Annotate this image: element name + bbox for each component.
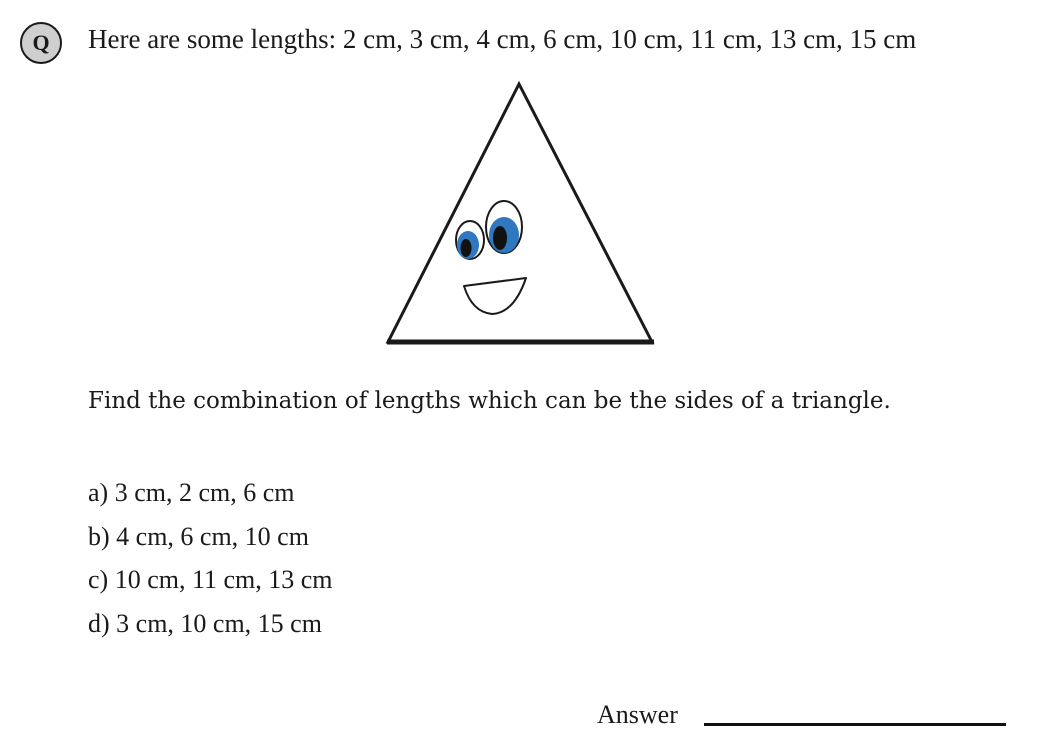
- smiling-triangle-icon: [380, 78, 660, 348]
- answer-input-line[interactable]: [704, 723, 1006, 726]
- question-instruction: Find the combination of lengths which can be the sides of a triangle.: [88, 388, 891, 414]
- answer-options-list: [88, 476, 333, 650]
- option-d: d) 3 cm, 10 cm, 15 cm: [88, 608, 322, 638]
- answer-label: Answer: [597, 700, 678, 729]
- left-eye: [456, 221, 484, 259]
- option-a: a) 3 cm, 2 cm, 6 cm: [88, 478, 295, 507]
- question-intro: Here are some lengths: 2 cm, 3 cm, 4 cm, 6 cm, 10 cm, 11 cm, 13 cm, 15 cm: [88, 24, 917, 54]
- option-c: c) 10 cm, 11 cm, 13 cm: [88, 565, 333, 594]
- option-b: b) 4 cm, 6 cm, 10 cm: [88, 521, 309, 551]
- question-badge: Q: [20, 22, 62, 64]
- right-eye: [486, 201, 522, 253]
